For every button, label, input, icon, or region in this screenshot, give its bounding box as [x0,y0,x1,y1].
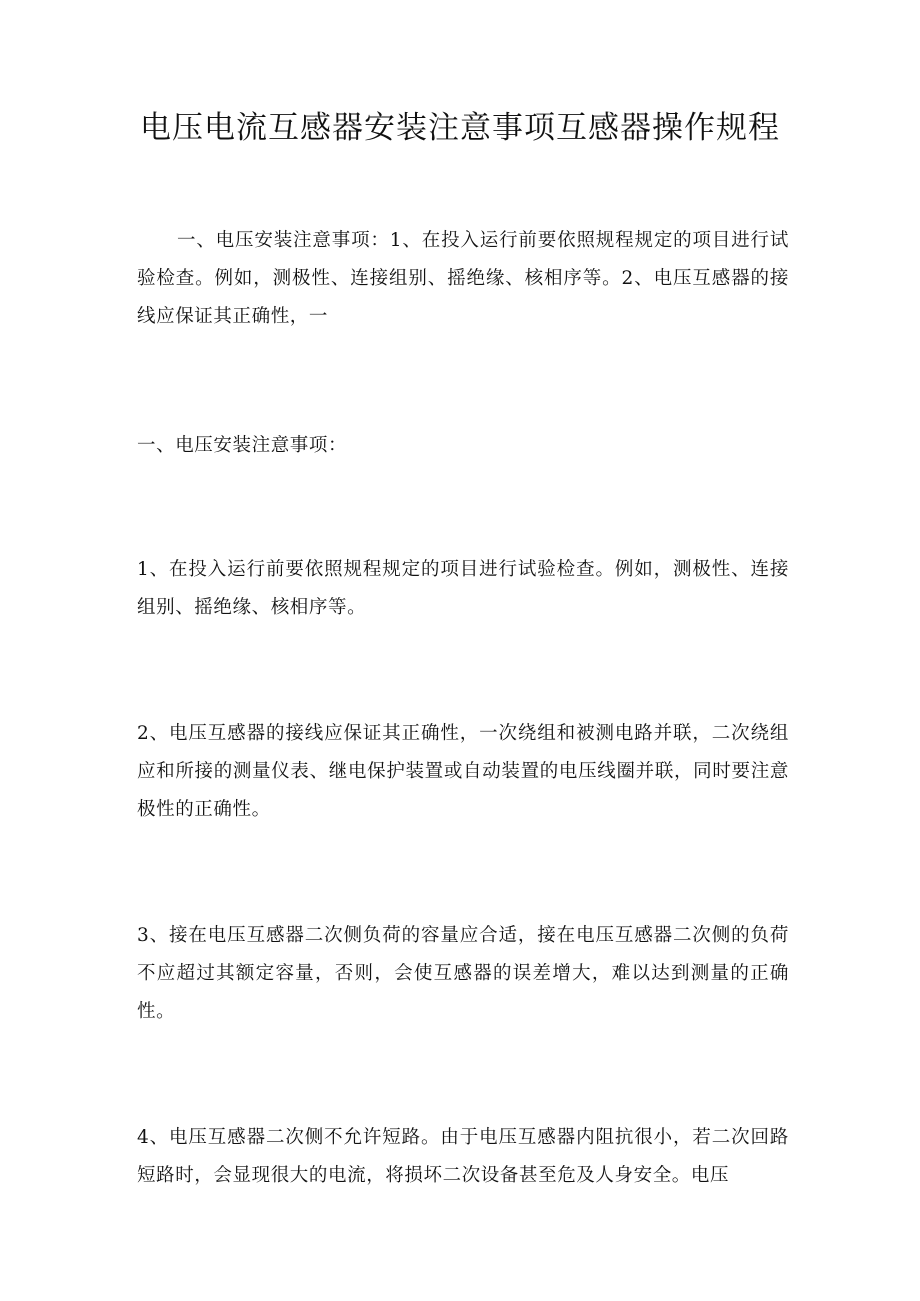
list-item: 1、在投入运行前要依照规程规定的项目进行试验检查。例如，测极性、连接组别、摇绝缘、核相序等。 [137,559,789,618]
summary-paragraph: 一、电压安装注意事项：1、在投入运行前要依照规程规定的项目进行试验检查。例如，测极性、连接组别、摇绝缘、核相序等。2、电压互感器的接线应保证其正确性，一 [137,230,789,327]
section-heading: 一、电压安装注意事项： [137,435,348,456]
list-item: 2、电压互感器的接线应保证其正确性，一次绕组和被测电路并联，二次绕组应和所接的测量仪表、继电保护装置或自动装置的电压线圈并联，同时要注意极性的正确性。 [137,723,789,820]
document-title: 电压电流互感器安装注意事项互感器操作规程 [140,110,780,146]
list-item: 3、接在电压互感器二次侧负荷的容量应合适，接在电压互感器二次侧的负荷不应超过其额定容量，否则，会使互感器的误差增大，难以达到测量的正确性。 [137,925,789,1022]
list-item: 4、电压互感器二次侧不允许短路。由于电压互感器内阻抗很小，若二次回路短路时，会显现很大的电流，将损坏二次设备甚至危及人身安全。电压 [137,1127,789,1186]
